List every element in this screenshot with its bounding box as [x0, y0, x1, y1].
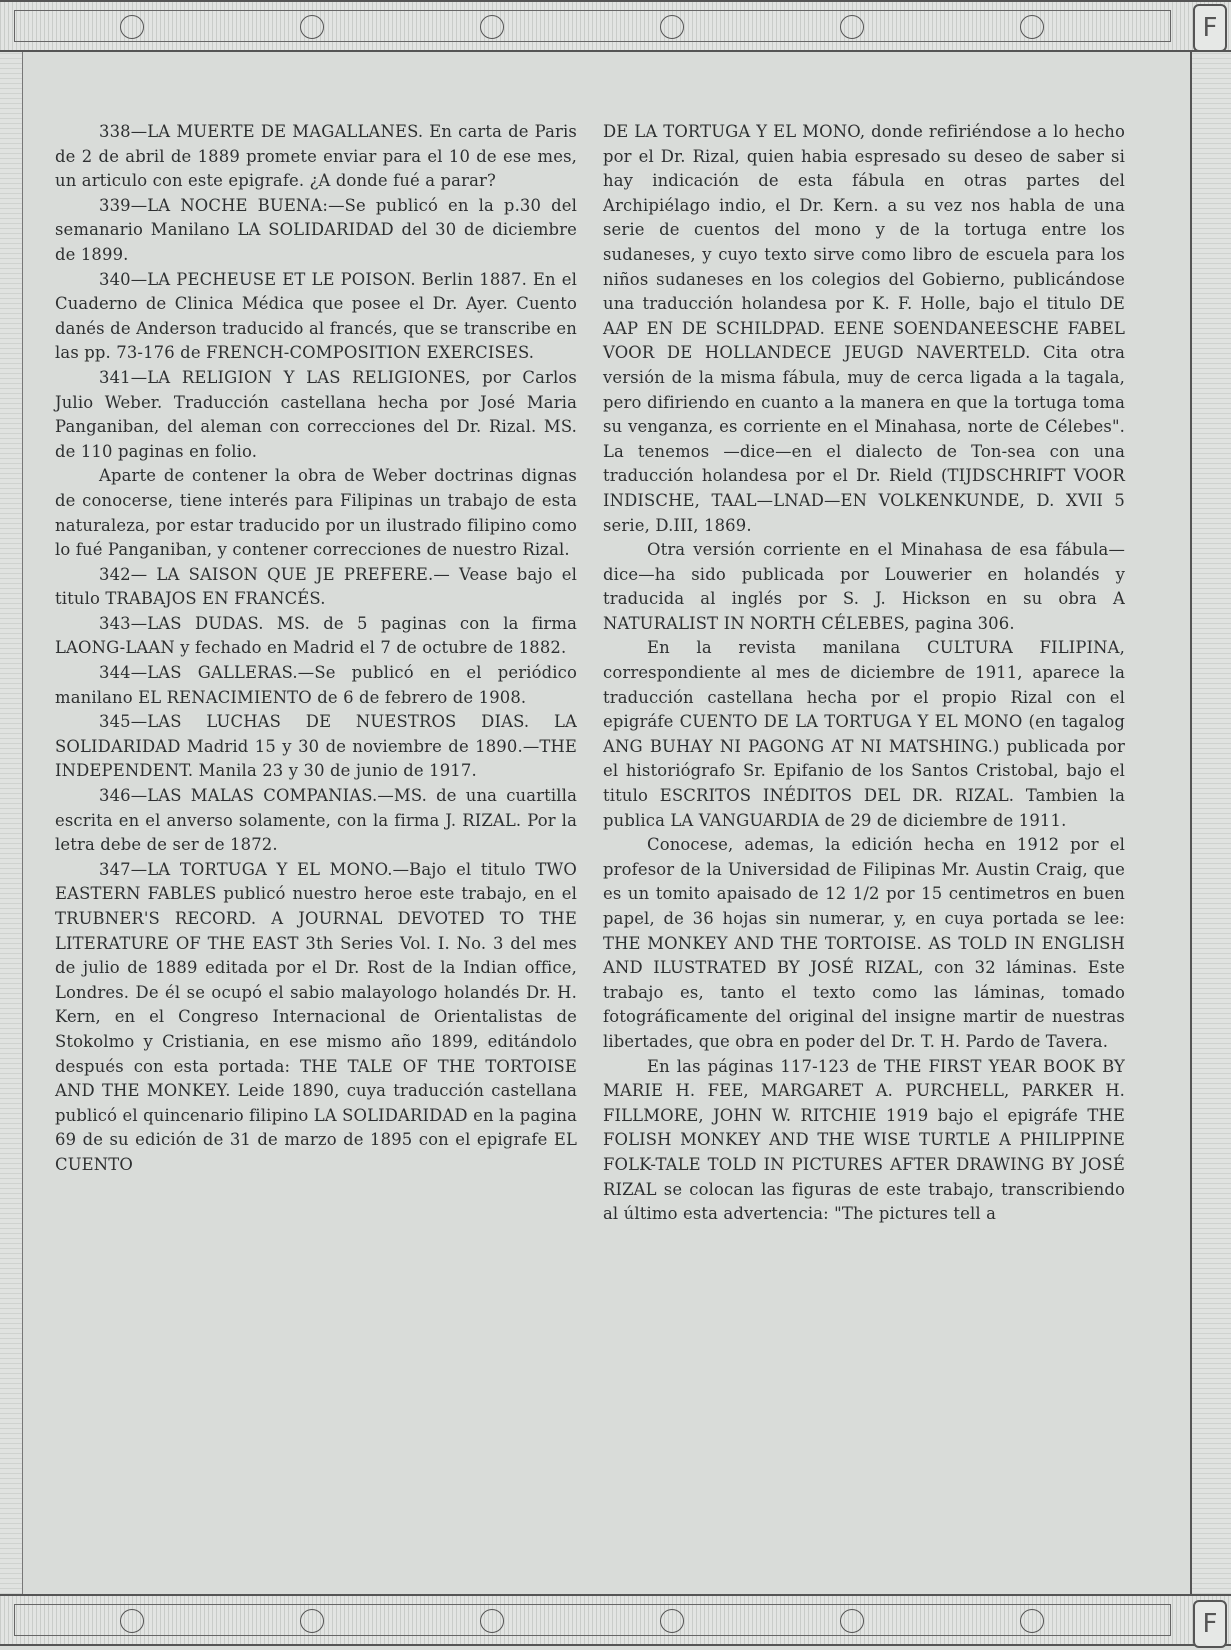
left-text-column: [55, 120, 577, 1178]
entry-344: 344—LAS GALLERAS.—Se publicó en el periódico manilano EL RENACIMIENTO de 6 de febrero de 1908.: [55, 663, 577, 707]
ornament-icon: [660, 1609, 684, 1633]
entry-341-comment: Aparte de contener la obra de Weber doctrinas dignas de conocerse, tiene interés para Filipinas un trabajo de esta naturaleza, por estar traducido por un ilustrado filipino como lo fué Panganiban, y contener correcciones de nuestro Rizal.: [55, 466, 577, 560]
ornament-icon: [1020, 1609, 1044, 1633]
craig-edition-paragraph: Conocese, ademas, la edición hecha en 1912 por el profesor de la Universidad de Filipinas Mr. Austin Craig, que es un tomito apaisado de 12 1/2 por 15 centimetros en buen papel, de 36 hojas sin numerar, y, en cuya portada se lee: THE MONKEY AND THE TORTOISE. AS TOLD IN ENGLISH AND ILUSTRATED BY JOSÉ RIZAL, con 32 láminas. Este trabajo es, tanto el texto como las láminas, tomado fotográficamente del original del insigne martir de nuestras libertades, que obra en poder del Dr. T. H. Pardo de Tavera.: [603, 835, 1125, 1051]
entry-338: 338—LA MUERTE DE MAGALLANES. En carta de Paris de 2 de abril de 1889 promete enviar para el 10 de ese mes, un articulo con este epigrafe. ¿A donde fué a parar?: [55, 122, 577, 191]
entry-347: 347—LA TORTUGA Y EL MONO.—Bajo el titulo TWO EASTERN FABLES publicó nuestro heroe este trabajo, en el TRUBNER'S RECORD. A JOURNAL DEVOTED TO THE LITERATURE OF THE EAST 3th Series Vol. I. No. 3 del mes de julio de 1889 editada por el Dr. Rost de la Indian office, Londres. De él se ocupó el sabio malayologo holandés Dr. H. Kern, en el Congreso Internacional de Orientalistas de Stokolmo y Cristiania, en ese mismo año 1899, editándolo después con esta portada: THE TALE OF THE TORTOISE AND THE MONKEY. Leide 1890, cuya traducción castellana publicó el quincenario filipino LA SOLIDARIDAD en la pagina 69 de su edición de 31 de marzo de 1895 con el epigrafe EL CUENTO: [55, 859, 577, 1174]
top-ornamental-border: [0, 0, 1231, 52]
minahasa-version-paragraph: Otra versión corriente en el Minahasa de esa fábula—dice—ha sido publicada por Louwerier en holandés y traducida al inglés por S. J. Hickson en su obra A NATURALIST IN NORTH CÉLEBES, pagina 306.: [603, 540, 1125, 633]
top-border-frame: [14, 10, 1171, 42]
ornament-icon: [480, 1609, 504, 1633]
ornament-icon: [120, 15, 144, 39]
entry-340: 340—LA PECHEUSE ET LE POISON. Berlin 1887. En el Cuaderno de Clinica Médica que posee el Dr. Ayer. Cuento danés de Anderson traducido al francés, que se transcribe en las pp. 73-176 de FRENCH-COMPOSITION EXERCISES.: [55, 269, 577, 363]
entry-343: 343—LAS DUDAS. MS. de 5 paginas con la firma LAONG-LAAN y fechado en Madrid el 7 de octubre de 1882.: [55, 613, 577, 658]
corner-mark-bottom: F: [1193, 1600, 1227, 1648]
entry-345: 345—LAS LUCHAS DE NUESTROS DIAS. LA SOLIDARIDAD Madrid 15 y 30 de noviembre de 1890.—THE INDEPENDENT. Manila 23 y 30 de junio de 1917.: [55, 712, 577, 781]
ornament-icon: [840, 1609, 864, 1633]
entry-341: 341—LA RELIGION Y LAS RELIGIONES, por Carlos Julio Weber. Traducción castellana hecha por José Maria Panganiban, del aleman con correcciones del Dr. Rizal. MS. de 110 paginas en folio.: [55, 367, 577, 461]
entry-342: 342— LA SAISON QUE JE PREFERE.— Vease bajo el titulo TRABAJOS EN FRANCÉS.: [55, 564, 577, 609]
first-year-book-paragraph: En las páginas 117-123 de THE FIRST YEAR BOOK BY MARIE H. FEE, MARGARET A. PURCHELL, PARKER H. FILLMORE, JOHN W. RITCHIE 1919 bajo el epigráfe THE FOLISH MONKEY AND THE WISE TURTLE A PHILIPPINE FOLK-TALE TOLD IN PICTURES AFTER DRAWING BY JOSÉ RIZAL se colocan las figuras de este trabajo, transcribiendo al último esta advertencia: "The pictures tell a: [603, 1056, 1125, 1224]
right-text-column: [603, 120, 1125, 1227]
ornament-icon: [300, 15, 324, 39]
cultura-filipina-paragraph: En la revista manilana CULTURA FILIPINA, correspondiente al mes de diciembre de 1911, aparece la traducción castellana hecha por el propio Rizal con el epigráfe CUENTO DE LA TORTUGA Y EL MONO (en tagalog ANG BUHAY NI PAGONG AT NI MATSHING.) publicada por el historiógrafo Sr. Epifanio de los Santos Cristobal, bajo el titulo ESCRITOS INÉDITOS DEL DR. RIZAL. Tambien la publica LA VANGUARDIA de 29 de diciembre de 1911.: [603, 638, 1125, 830]
ornament-icon: [1020, 15, 1044, 39]
ornament-icon: [480, 15, 504, 39]
corner-mark-top: F: [1193, 4, 1227, 52]
entry-346: 346—LAS MALAS COMPANIAS.—MS. de una cuartilla escrita en el anverso solamente, con la firma J. RIZAL. Por la letra debe de ser de 1872.: [55, 786, 577, 855]
ornament-icon: [300, 1609, 324, 1633]
bottom-ornamental-border: [0, 1594, 1231, 1646]
ornament-icon: [660, 15, 684, 39]
entry-347-continued: DE LA TORTUGA Y EL MONO, donde refiriéndose a lo hecho por el Dr. Rizal, quien habia espresado su deseo de saber si hay indicación de esta fábula en otras partes del Archipiélago indio, el Dr. Kern. a su vez nos habla de una serie de cuentos del mono y de la tortuga entre los sudaneses, y cuyo texto sirve como libro de escuela para los niños sudaneses en los colegios del Gobierno, publicándose una traducción holandesa por K. F. Holle, bajo el titulo DE AAP EN DE SCHILDPAD. EENE SOENDANEESCHE FABEL VOOR DE HOLLANDECE JEUGD NAVERTELD. Cita otra versión de la misma fábula, muy de cerca ligada a la tagala, pero difiriendo en cuanto a la manera en que la tortuga toma su venganza, es corriente en el Minahasa, norte de Célebes". La tenemos —dice—en el dialecto de Ton-sea con una traducción holandesa por el Dr. Rield (TIJDSCHRIFT VOOR INDISCHE, TAAL—LNAD—EN VOLKENKUNDE, D. XVII 5 serie, D.III, 1869.: [603, 122, 1125, 535]
ornament-icon: [120, 1609, 144, 1633]
ornament-icon: [840, 15, 864, 39]
left-ornamental-border: [0, 52, 23, 1594]
right-ornamental-border: [1190, 52, 1231, 1594]
entry-339: 339—LA NOCHE BUENA:—Se publicó en la p.30 del semanario Manilano LA SOLIDARIDAD del 30 de diciembre de 1899.: [55, 195, 577, 264]
bottom-border-frame: [14, 1604, 1171, 1636]
